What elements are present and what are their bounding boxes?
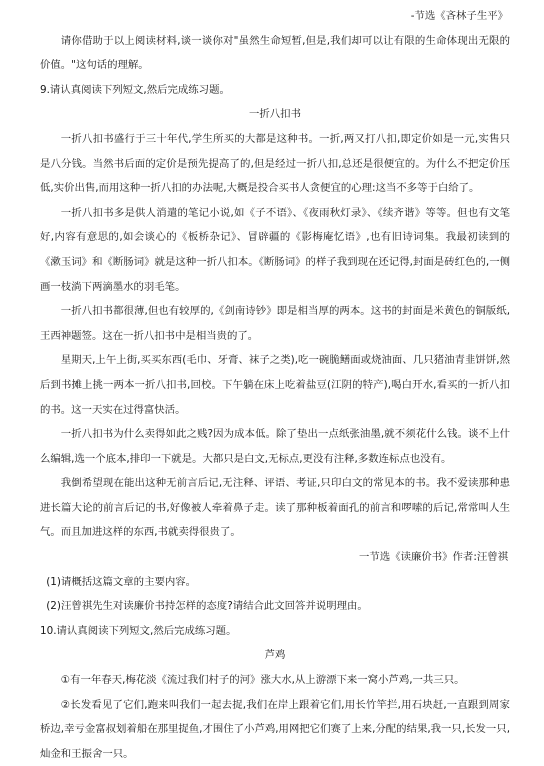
question-9-label: 9.请认真阅读下列短文,然后完成练习题。	[40, 83, 230, 96]
essay2-paragraph: ②长发看见了它们,跑来叫我们一起去捉,我们在岸上跟着它们,用长竹竿拦,用石块赶,一直跟到周家桥边,幸亏金富叔划着船在那里捉鱼,才围住了小芦鸡,用网把它们赛了上来,分配的结果,我一只,长发一只,灿金和王振舍一只。	[40, 698, 510, 760]
source-attribution-top: -节选《吝林子生平》	[410, 10, 508, 22]
essay1-paragraph: 星期天,上午上街,买买东西(毛巾、牙膏、袜子之类),吃一碗脆鳝面或烧油面、几只猪油青韭饼饼,然后到书摊上挑一两本一折八扣书,回校。下午躺在床上吃着盐豆(江阴的特产),喝白开水,看买的一折八扣的书。这一天实在过得富快活。	[40, 354, 510, 416]
question-9-item-1: (1)请概括这篇文章的主要内容。	[46, 575, 197, 588]
essay-title-2: 芦鸡	[264, 649, 286, 662]
essay-title-1: 一折八扣书	[249, 108, 301, 121]
question-prompt: 请你借助于以上阅读材料,谈一谈你对"虽然生命短暂,但是,我们却可以让有限的生命体现出无限的价值。"这句话的理解。	[40, 34, 510, 72]
question-9-item-2: (2)汪曾祺先生对读廉价书持怎样的态度?请结合此文回答并说明理由。	[46, 600, 368, 613]
document-page	[40, 0, 510, 766]
essay1-paragraph: 一折八扣书为什么卖得如此之贱?因为成本低。除了垫出一点纸张油墨,就不须花什么钱。谈不上什么编辑,选一个底本,排印一下就是。大都只是白文,无标点,更没有注释,多数连标点也没有。	[40, 428, 510, 465]
essay1-paragraph: 一折八扣书都很薄,但也有较厚的,《剑南诗钞》即是相当厚的两本。这书的封面是米黄色的铜版纸,王西神题签。这在一折八扣书中是相当贵的了。	[40, 305, 510, 342]
essay1-source: 一节选《读廉价书》作者:汪曾祺	[359, 551, 508, 564]
question-10-label: 10.请认真阅读下列短文,然后完成练习题。	[40, 624, 237, 637]
essay1-paragraph: 一折八扣书多是供人消遣的笔记小说,如《子不语》、《夜雨秋灯录》、《续齐谐》等等。但也有文笔好,内容有意思的,如会谈心的《板桥杂记》、冒辟疆的《影梅庵忆语》,也有旧诗词集。我最初读到的《漱玉词》和《断肠词》就是这种一折八扣本。《断肠词》的样子我到现在还记得,封面是砖红色的,一侧画一枝淌下两滴墨水的羽毛笔。	[40, 206, 510, 293]
essay2-paragraph: ①有一年春天,梅花淡《流过我们村子的河》涨大水,从上游漂下来一窝小芦鸡,一共三只。	[60, 674, 465, 687]
essay1-paragraph: 我倒希望现在能出这种无前言后记,无注释、评语、考证,只印白文的常见本的书。我不爱读那种患进长篇大论的前言后记的书,好像被人牵着鼻子走。读了那种板着面孔的前言和啰嗦的后记,常常叫人生气。而且加进这样的东西,书就卖得很贵了。	[40, 477, 510, 539]
essay1-paragraph: 一折八扣书盛行于三十年代,学生所买的大都是这种书。一折,两又打八扣,即定价如是一元,实售只是八分钱。当然书后面的定价是预先提高了的,但是经过一折八扣,总还是很便宜的。为什么不把定价压低,实价出售,而用这种一折八扣的办法呢,大概是投合买书人贪便宜的心理:这当不多等于白给了。	[40, 132, 510, 195]
